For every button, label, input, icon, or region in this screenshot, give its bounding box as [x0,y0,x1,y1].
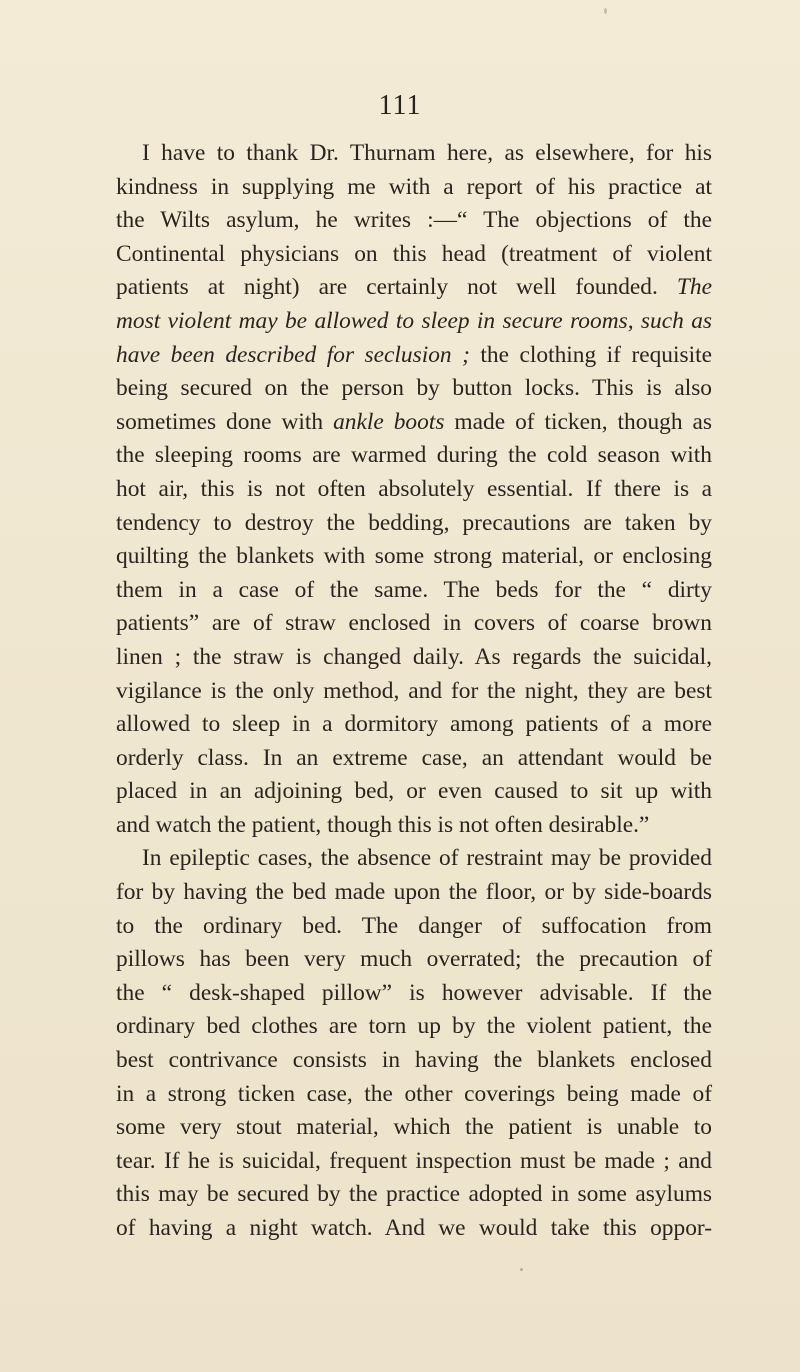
text-run: I have to thank Dr. Thurnam here, as elsewhere, for his [142,140,712,166]
text-line [116,305,712,339]
text-run: the “ desk-shaped pillow” is however advisable. If the [116,979,712,1006]
text-line [116,1078,712,1112]
italic-text: have been described for seclusion ; [116,341,470,368]
text-line [116,675,712,709]
text-run: the clothing if requisite [469,341,712,368]
text-run: of having a night watch. And we would take this oppor- [116,1215,712,1241]
text-line [116,775,712,809]
text-line [116,473,712,507]
text-line [116,1212,712,1246]
text-run: the Wilts asylum, he writes :—“ The objections of the [116,207,712,234]
text-line [116,809,712,843]
text-run: the sleeping rooms are warmed during the cold season with [116,442,712,469]
text-run: them in a case of the same. The beds for the “ dirty [116,576,712,603]
text-line [116,507,712,541]
text-run: quilting the blankets with some strong material, or enclosing [116,543,712,570]
text-line [116,271,712,305]
text-run: Continental physicians on this head (treatment of violent [116,240,712,267]
text-run: tendency to destroy the bedding, precautions are taken by [116,509,712,536]
text-line [116,977,712,1011]
text-line [116,204,712,238]
text-run: this may be secured by the practice adopted in some asylums [116,1181,712,1208]
text-line [116,910,712,944]
text-run: patients” are of straw enclosed in covers of coarse brown [116,610,712,637]
paper-speck [604,8,607,14]
paper-speck [520,1268,523,1271]
text-line [116,137,712,171]
text-run: best contrivance consists in having the blankets enclosed [116,1047,712,1074]
text-run: for by having the bed made upon the floor, or by side-boards [116,879,712,906]
page-number: 111 [378,90,422,121]
text-run: patients at night) are certainly not well founded. [116,274,677,301]
text-line [116,641,712,675]
text-line [116,943,712,977]
text-run: hot air, this is not often absolutely essential. If there is a [116,475,712,502]
text-run: being secured on the person by button locks. This is also [116,375,712,402]
text-run: pillows has been very much overrated; the precaution of [116,946,712,973]
text-run: allowed to sleep in a dormitory among patients of a more [116,711,712,738]
text-line [116,439,712,473]
text-run: made of ticken, though as [444,408,713,435]
text-run: ordinary bed clothes are torn up by the violent patient, the [116,1013,712,1040]
text-run: in a strong ticken case, the other coverings being made of [116,1080,712,1107]
text-run: to the ordinary bed. The danger of suffocation from [116,912,712,939]
text-line [116,708,712,742]
text-line [116,1044,712,1078]
text-run: orderly class. In an extreme case, an attendant would be [116,744,712,771]
text-run: kindness in supplying me with a report of his practice at [116,173,712,200]
text-line [116,1111,712,1145]
text-line [116,171,712,205]
text-run: sometimes done with [116,408,334,435]
text-run: In epileptic cases, the absence of restraint may be provided [142,845,712,872]
text-line [116,876,712,910]
text-line [116,339,712,373]
text-line [116,540,712,574]
italic-text: ankle boots [333,408,445,435]
text-run: linen ; the straw is changed daily. As regards the suicidal, [116,643,712,670]
text-line [116,372,712,406]
text-run: tear. If he is suicidal, frequent inspection must be made ; and [116,1147,712,1174]
body-text [116,137,712,1246]
text-line [116,1145,712,1179]
text-line [116,406,712,440]
text-line [116,842,712,876]
text-run: vigilance is the only method, and for the night, they are best [116,677,712,704]
text-run: some very stout material, which the patient is unable to [116,1114,712,1141]
text-line [116,1010,712,1044]
text-line [116,238,712,272]
italic-text: The [676,274,712,301]
italic-text: most violent may be allowed to sleep in secure rooms, such as [116,307,712,334]
text-line [116,574,712,608]
text-line [116,1178,712,1212]
text-line [116,607,712,641]
text-run: and watch the patient, though this is not often desirable.” [116,811,650,838]
text-run: placed in an adjoining bed, or even caused to sit up with [116,778,712,805]
text-line [116,742,712,776]
